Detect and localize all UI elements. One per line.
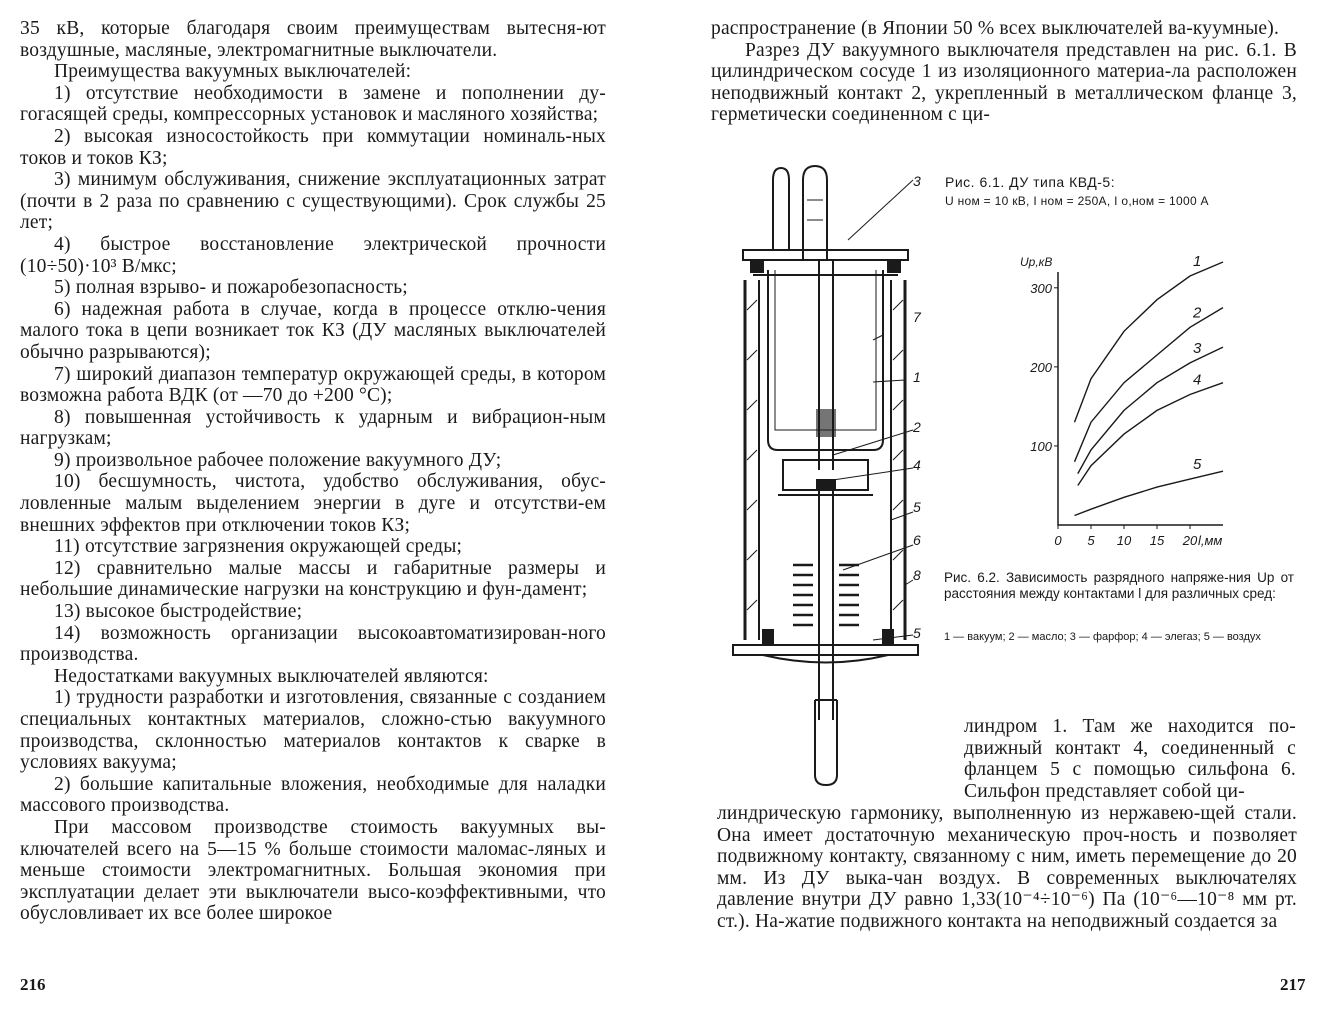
callout-8: 8 [913,567,921,583]
callout-6: 6 [913,532,921,548]
x-tick-label: 20 [1182,533,1198,548]
series-label-3: 3 [1193,339,1202,357]
paragraph: 1) трудности разработки и изготовления, связанные с созданием специальных контактных материалов, сложно-стью вакуумного производства, склонностью материалов контактов к сварке в условиях вакуума; [20,687,606,774]
paragraph: 7) широкий диапазон температур окружающей среды, в котором возможна работа ВДК (от —70 до +200 °С); [20,363,606,407]
paragraph: 9) произвольное рабочее положение вакуумного ДУ; [54,449,502,471]
callout-1: 1 [913,369,921,385]
y-tick-label: 100 [1030,438,1052,454]
callout-5: 5 [913,499,921,515]
y-tick-label: 200 [1030,359,1052,375]
figure-6-2-legend: 1 — вакуум; 2 — масло; 3 — фарфор; 4 — элегаз; 5 — воздух [944,631,1261,643]
series-line-5 [1075,471,1224,515]
left-page [0,0,663,1009]
figure-6-1-cross-section [723,160,933,790]
paragraph: 11) отсутствие загрязнения окружающей среды; [54,536,463,558]
left-body-text [20,18,606,925]
paragraph: 6) надежная работа в случае, когда в процессе отклю-чения малого тока в цепи возникает ток КЗ (ДУ масляных выключателей обычно разрываются); [20,298,606,363]
right-page [663,0,1327,1009]
paragraph: 3) минимум обслуживания, снижение эксплуатационных затрат (почти в 2 раза по сравнению с существующими). Срок службы 25 лет; [20,169,606,234]
y-tick-label: 300 [1030,280,1052,296]
callout-2: 2 [913,419,921,435]
right-body-text-top [711,18,1297,126]
callout-7: 7 [913,309,921,325]
paragraph: Разрез ДУ вакуумного выключателя представлен на рис. 6.1. В цилиндрическом сосуде 1 из изоляционного материа-ла расположен неподвижный контакт 2, укрепленный в металлическом фланце 3, герметически соединенном с ци- [711,39,1297,126]
figure-6-1-params: U ном = 10 кВ, I ном = 250А, I о,ном = 1000 А [945,194,1209,208]
paragraph: распространение (в Японии 50 % всех выключателей ва-куумные). [711,18,1280,39]
right-body-text-wrap: линдром 1. Там же находится по-движный контакт 4, соединенный с фланцем 5 с помощью сильфона 6. Сильфон представляет собой ци- [964,716,1296,802]
paragraph: 35 кВ, которые благодаря своим преимуществам вытесня-ют воздушные, масляные, электромагнитные выключатели. [20,18,606,61]
paragraph: 1) отсутствие необходимости в замене и пополнении ду-гогасящей среды, компрессорных установок и масляного хозяйства; [20,82,606,126]
paragraph: 2) высокая износостойкость при коммутации номиналь-ных токов и токов КЗ; [20,125,606,169]
paragraph: Недостатками вакуумных выключателей являются: [54,665,489,687]
figure-6-1-caption: Рис. 6.1. ДУ типа КВД-5: [945,174,1116,190]
paragraph: Преимущества вакуумных выключателей: [54,61,412,83]
page-number-right: 217 [1280,975,1306,994]
y-axis-label: Uр,кВ [1020,255,1053,269]
paragraph: 13) высокое быстродействие; [54,601,303,623]
paragraph: 5) полная взрыво- и пожаробезопасность; [54,277,408,299]
callout-4: 4 [913,457,921,473]
callout-3: 3 [913,173,921,189]
paragraph: 8) повышенная устойчивость к ударным и вибрацион-ным нагрузкам; [20,406,606,450]
figure-6-2-chart [1018,250,1233,550]
x-tick-label: 15 [1149,533,1165,548]
x-tick-label: 0 [1054,533,1062,548]
paragraph: 4) быстрое восстановление электрической прочности (10÷50)·10³ В/мкс; [20,233,606,277]
paragraph: 10) бесшумность, чистота, удобство обслуживания, обус-ловленные малым выделением энергии в дуге и отсутстви-ем внешних эффектов при отключении токов КЗ; [20,471,606,536]
page-number-left: 216 [20,975,46,994]
x-tick-label: 5 [1087,533,1095,548]
series-label-2: 2 [1193,304,1202,322]
series-label-4: 4 [1193,371,1202,389]
paragraph: 12) сравнительно малые массы и габаритные размеры и небольшие динамические нагрузки на конструкцию и фун-дамент; [20,557,606,601]
x-tick-label: 10 [1116,533,1132,548]
figure-6-2-caption: Рис. 6.2. Зависимость разрядного напряже-ния Uр от расстояния между контактами l для различных сред: [944,570,1294,601]
series-label-5: 5 [1193,456,1202,474]
series-label-1: 1 [1193,252,1202,270]
x-axis-label: l,мм [1198,533,1223,548]
paragraph: 2) большие капитальные вложения, необходимые для наладки массового производства. [20,773,606,817]
paragraph: 14) возможность организации высокоавтоматизирован-ного производства. [20,622,606,666]
callout-5b: 5 [913,625,921,641]
paragraph: При массовом производстве стоимость вакуумных вы-ключателей всего на 5—15 % больше стоимости маломас-ляных и меньше стоимости электромагнитных. Большая экономия при эксплуатации делает эти выключатели высо-коэффективными, что обусловливает их все более широкое [20,816,606,925]
right-body-text-bottom: линдрическую гармонику, выполненную из нержавею-щей стали. Она имеет достаточную механическую проч-ность и позволяет подвижному контакту, связанному с ним, иметь перемещение до 20 мм. Из ДУ выка-чан воздух. В современных выключателях давление внутри ДУ равно 1,33(10⁻⁴÷10⁻⁶) Па (10⁻⁶—10⁻⁸ мм рт. ст.). На-жатие подвижного контакта на неподвижный создается за [717,803,1297,932]
